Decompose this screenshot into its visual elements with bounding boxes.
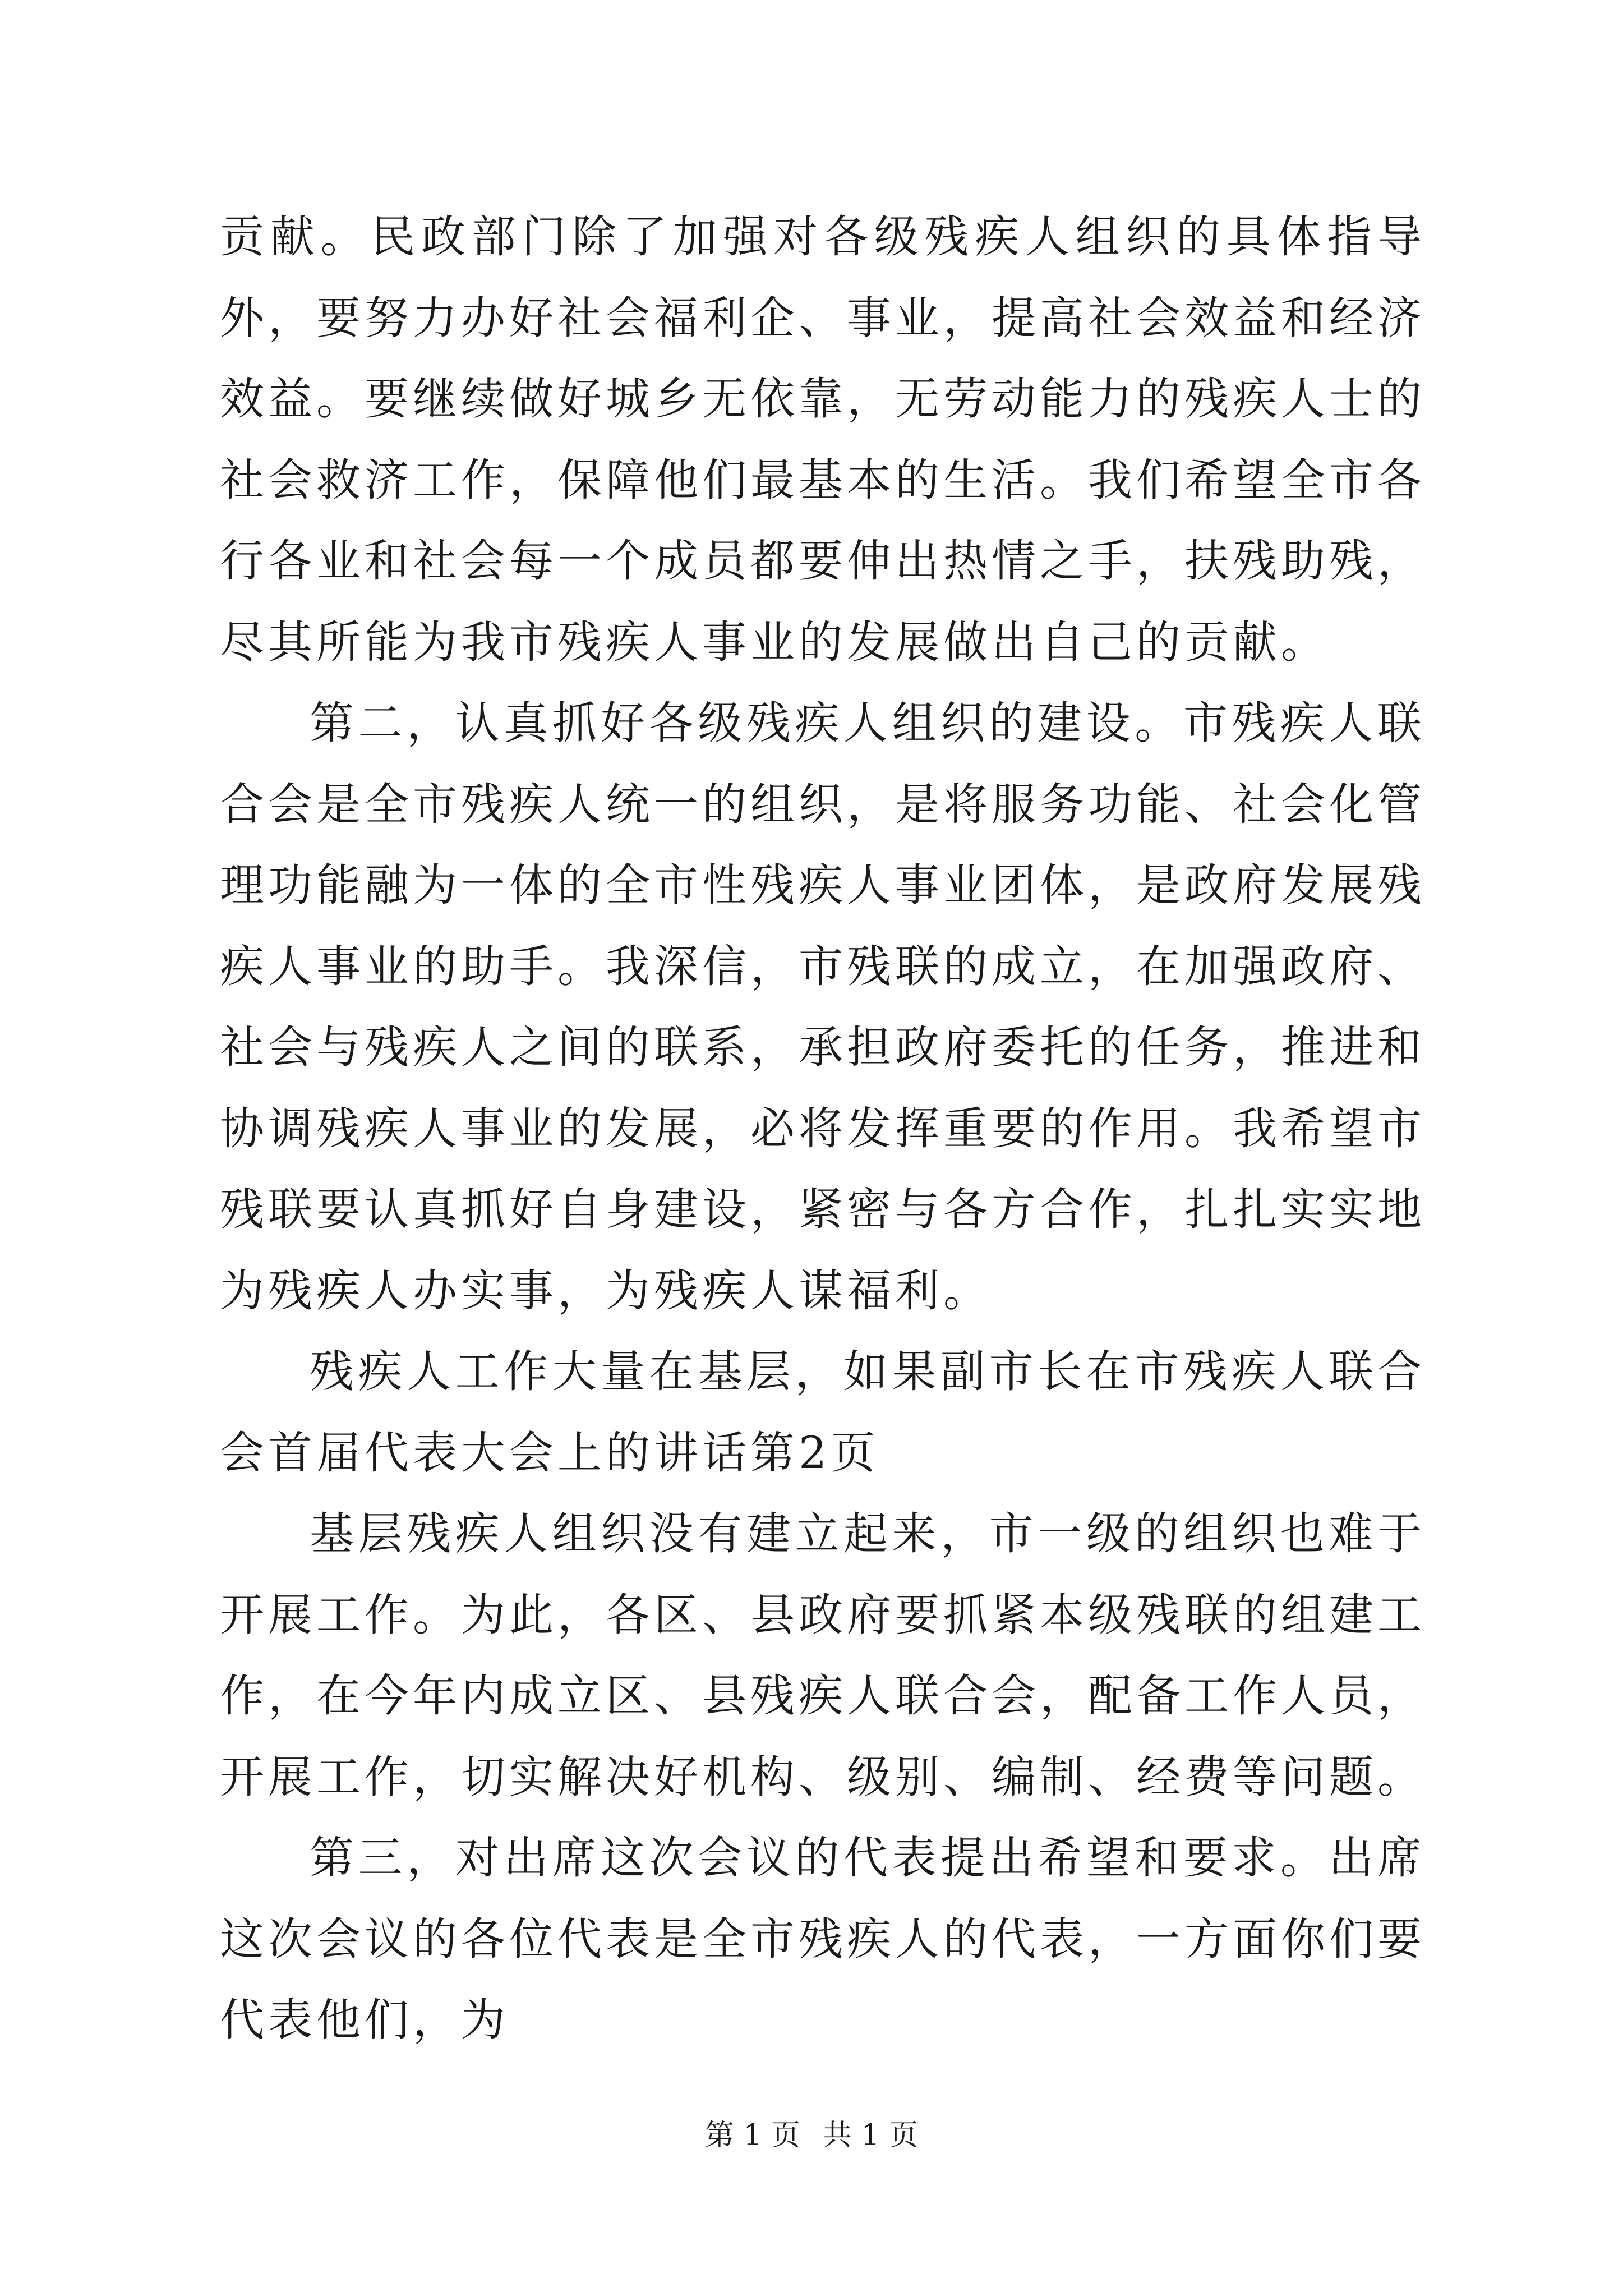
page-footer [0, 2116, 1623, 2155]
paragraph-second-point: 第二，认真抓好各级残疾人组织的建设。市残疾人联合会是全市残疾人统一的组织，是将服务功能、社会化管理功能融为一体的全市性残疾人事业团体，是政府发展残疾人事业的助手。我深信，市残联的成立，在加强政府、社会与残疾人之间的联系，承担政府委托的任务，推进和协调残疾人事业的发展，必将发挥重要的作用。我希望市残联要认真抓好自身建设，紧密与各方合作，扎扎实实地为残疾人办实事，为残疾人谋福利。 [220, 697, 1426, 1317]
paragraph-grassroots-heading: 残疾人工作大量在基层，如果副市长在市残疾人联合会首届代表大会上的讲话第2页 [220, 1346, 1426, 1479]
paragraph-continuation: 贡献。民政部门除了加强对各级残疾人组织的具体指导外，要努力办好社会福利企、事业，提高社会效益和经济效益。要继续做好城乡无依靠，无劳动能力的残疾人士的社会救济工作，保障他们最基本的生活。我们希望全市各行各业和社会每一个成员都要伸出热情之手，扶残助残，尽其所能为我市残疾人事业的发展做出自己的贡献。 [220, 211, 1426, 668]
paragraph-third-point: 第三，对出席这次会议的代表提出希望和要求。出席这次会议的各位代表是全市残疾人的代表，一方面你们要代表他们，为 [220, 1832, 1426, 2046]
page-number: 第 1 页 [704, 2119, 800, 2152]
paragraph-grassroots-body: 基层残疾人组织没有建立起来，市一级的组织也难于开展工作。为此，各区、县政府要抓紧本级残联的组建工作，在今年内成立区、县残疾人联合会，配备工作人员，开展工作，切实解决好机构、级别、编制、经费等问题。 [220, 1508, 1426, 1803]
page-total: 共 1 页 [823, 2119, 919, 2152]
document-body [220, 196, 1426, 2061]
